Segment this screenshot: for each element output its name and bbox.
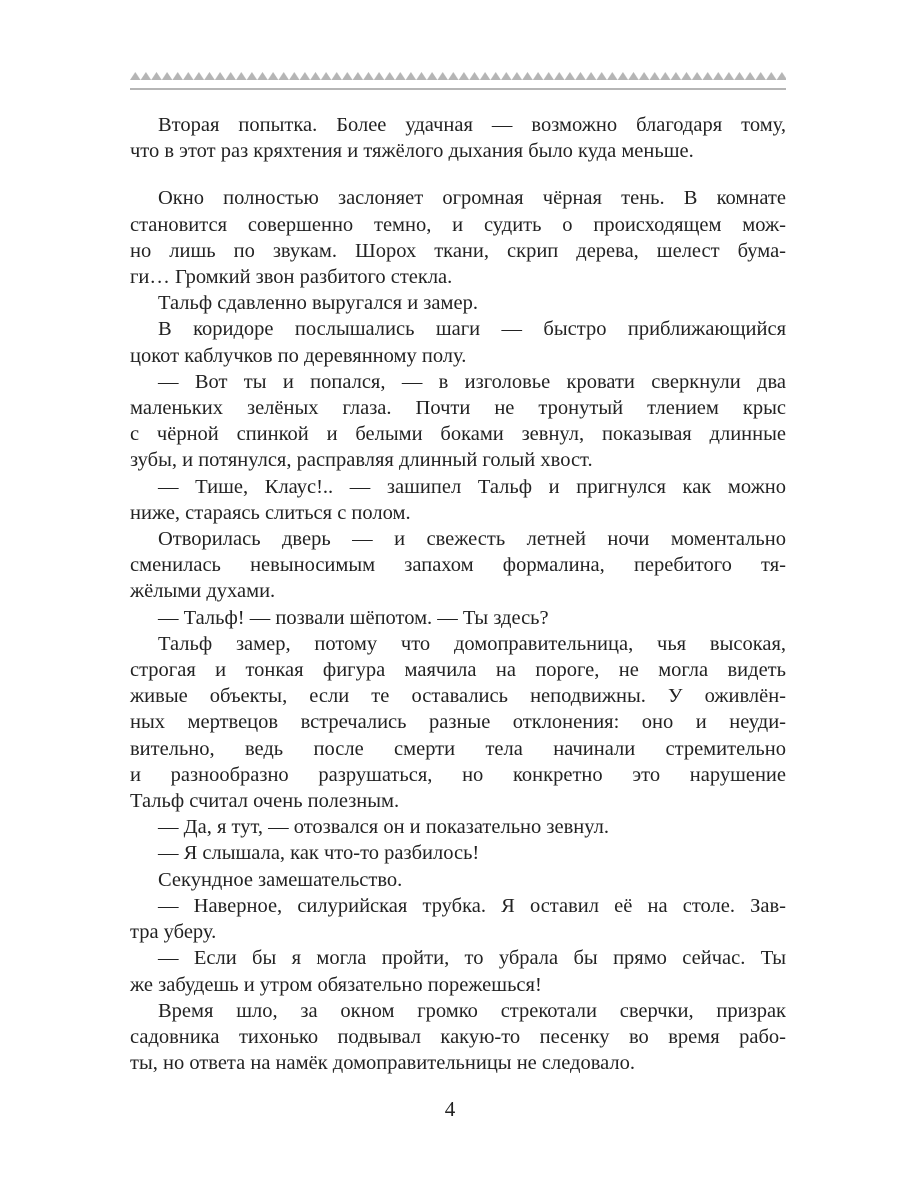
page-number: 4 [444,1097,456,1121]
text-line: Время шло, за окном громко стрекотали сверчки, призрак [158,999,786,1022]
text-line: тра уберу. [130,921,217,944]
text-line: ги… Громкий звон разбитого стекла. [130,266,453,289]
text-line: но лишь по звукам. Шорох ткани, скрип дерева, шелест бума- [130,239,786,262]
text-line: ных мертвецов встречались разные отклонения: оно и неуди- [130,711,786,734]
text-line: Окно полностью заслоняет огромная чёрная тень. В комнате [158,187,786,210]
text-line: В коридоре послышались шаги — быстро приближающийся [158,318,786,341]
decorative-triangle-border [130,70,786,82]
text-line: сменилась невыносимым запахом формалина, перебитого тя- [130,554,786,577]
text-line: и разнообразно разрушаться, но конкретно это нарушение [130,763,786,786]
text-line: жёлыми духами. [130,580,276,603]
text-line: Тальф замер, потому что домоправительница, чья высокая, [158,632,786,655]
text-line: Секундное замешательство. [158,868,403,891]
text-line: что в этот раз кряхтения и тяжёлого дыхания было куда меньше. [130,140,694,163]
text-line: — Наверное, силурийская трубка. Я оставил её на столе. Зав- [158,894,786,917]
text-line: — Да, я тут, — отозвался он и показательно зевнул. [158,816,609,839]
text-line: строгая и тонкая фигура маячила на пороге, не могла видеть [130,659,786,682]
text-line: — Если бы я могла пройти, то убрала бы прямо сейчас. Ты [158,947,786,970]
text-line: Тальф считал очень полезным. [130,790,400,813]
text-line: вительно, ведь после смерти тела начинали стремительно [130,737,786,760]
text-line: же забудешь и утром обязательно порежешься! [130,973,542,996]
section-break [130,164,786,185]
text-line: Вторая попытка. Более удачная — возможно благодаря тому, [158,114,786,136]
text-line: цокот каблучков по деревянному полу. [130,344,467,367]
text-line: — Тальф! — позвали шёпотом. — Ты здесь? [158,606,549,629]
body-text [130,112,786,1076]
text-line: ниже, стараясь слиться с полом. [130,501,411,524]
text-line: садовника тихонько подвывал какую-то песенку во время рабо- [130,1025,786,1048]
text-line: маленьких зелёных глаза. Почти не тронутый тлением крыс [130,397,786,420]
text-line: ты, но ответа на намёк домоправительницы не следовало. [130,1052,636,1075]
text-line: — Тише, Клаус!.. — зашипел Тальф и пригнулся как можно [158,475,786,498]
text-line: живые объекты, если те оставались неподвижны. У оживлён- [130,685,786,708]
header-rule [130,88,786,90]
text-line: становится совершенно темно, и судить о происходящем мож- [130,213,786,236]
text-line: зубы, и потянулся, расправляя длинный голый хвост. [130,449,593,472]
text-line: с чёрной спинкой и белыми боками зевнул, показывая длинные [130,423,786,446]
text-line: Отворилась дверь — и свежесть летней ночи моментально [158,528,786,551]
text-line: — Я слышала, как что-то разбилось! [158,842,480,865]
text-line: — Вот ты и попался, — в изголовье кровати сверкнули два [158,370,786,393]
text-line: Тальф сдавленно выругался и замер. [158,292,478,315]
